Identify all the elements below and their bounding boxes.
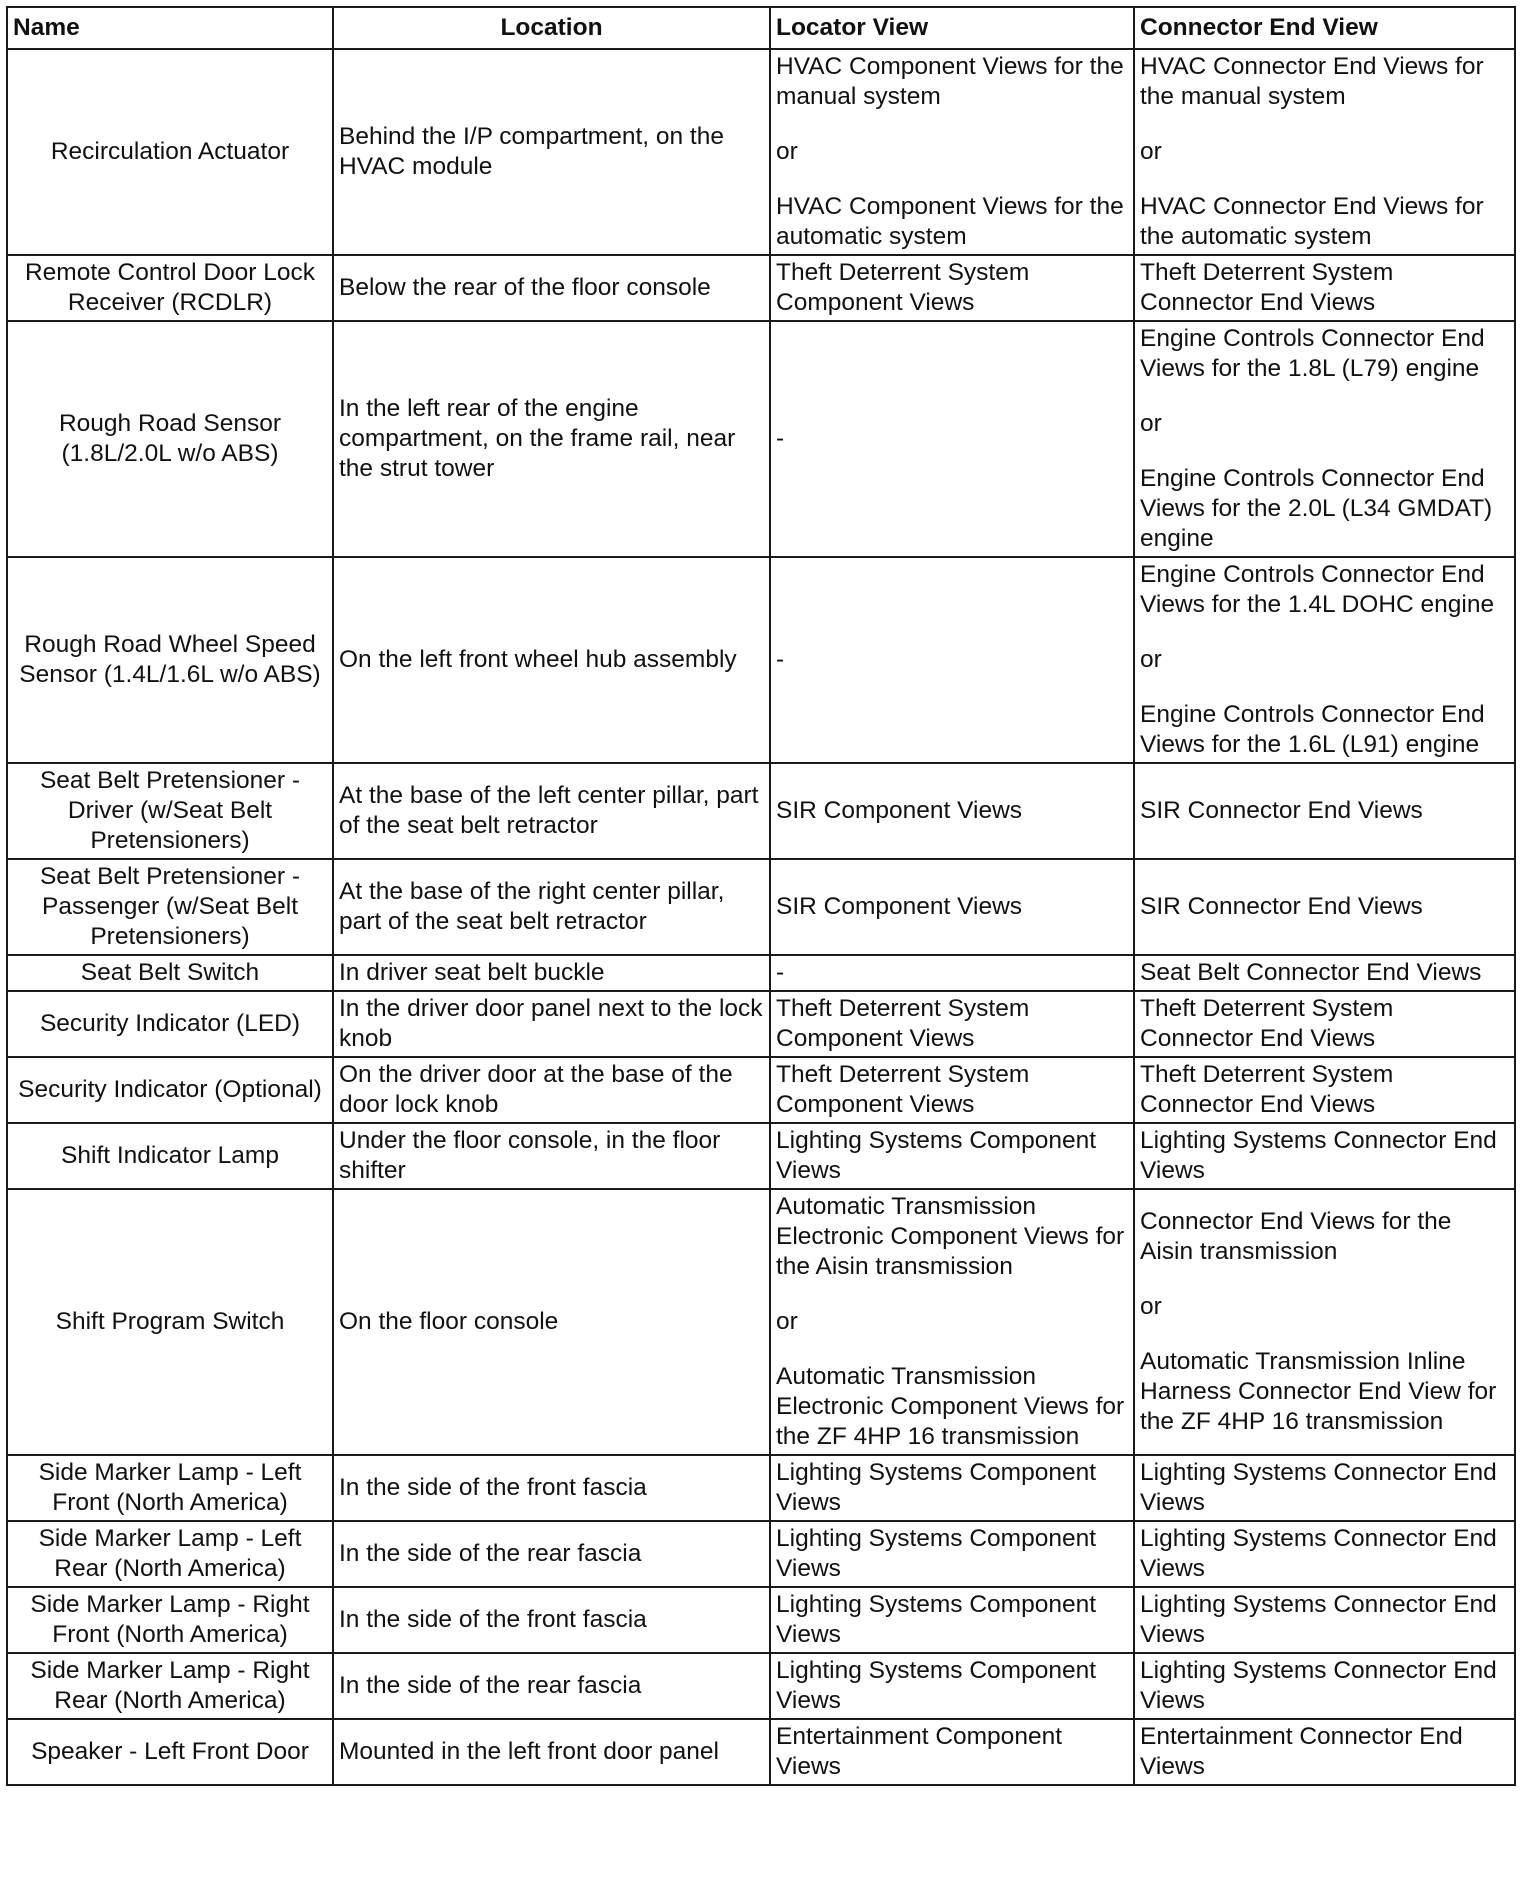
- cell-text: Engine Controls Connector End Views for the 1.8L (L79) engine: [1140, 325, 1485, 382]
- cell-text: SIR Connector End Views: [1140, 893, 1423, 920]
- location-cell: [333, 321, 770, 557]
- cell-text: Seat Belt Switch: [80, 959, 260, 986]
- cell-text: Side Marker Lamp - Left Front (North America): [38, 1459, 302, 1516]
- connector-end-view-cell: [1134, 763, 1515, 859]
- table-header-row: [7, 7, 1515, 49]
- cell-text: Automatic Transmission Electronic Component Views for the Aisin transmission: [776, 1193, 1125, 1280]
- location-cell: [333, 1057, 770, 1123]
- connector-end-view-cell: [1134, 991, 1515, 1057]
- cell-text: In the driver door panel next to the lock knob: [339, 995, 763, 1052]
- locator-view-cell: [770, 1189, 1134, 1455]
- cell-text: In the side of the rear fascia: [339, 1540, 642, 1567]
- location-cell: [333, 1587, 770, 1653]
- table-row: [7, 1057, 1515, 1123]
- paragraph-gap: [1140, 167, 1509, 192]
- cell-text: Shift Indicator Lamp: [61, 1142, 279, 1169]
- table-row: [7, 1189, 1515, 1455]
- cell-text: Lighting Systems Connector End Views: [1140, 1127, 1497, 1184]
- cell-text: In the side of the front fascia: [339, 1474, 647, 1501]
- cell-text: or: [776, 1308, 798, 1335]
- location-cell: [333, 1189, 770, 1455]
- connector-end-view-cell: [1134, 1653, 1515, 1719]
- cell-text: Below the rear of the floor console: [339, 274, 711, 301]
- locator-view-cell: [770, 1123, 1134, 1189]
- cell-text: Theft Deterrent System Connector End Views: [1140, 259, 1394, 316]
- cell-text: Lighting Systems Connector End Views: [1140, 1657, 1497, 1714]
- connector-end-view-cell: [1134, 49, 1515, 255]
- cell-text: In driver seat belt buckle: [339, 959, 605, 986]
- header-name: Name: [7, 7, 333, 49]
- connector-end-view-cell: [1134, 557, 1515, 763]
- name-cell: [7, 1189, 333, 1455]
- cell-text: Seat Belt Pretensioner - Driver (w/Seat Belt Pretensioners): [39, 767, 301, 854]
- cell-text: or: [1140, 1293, 1162, 1320]
- paragraph-gap: [776, 112, 1128, 137]
- location-cell: [333, 1719, 770, 1785]
- table-row: [7, 1587, 1515, 1653]
- cell-text: At the base of the left center pillar, part of the seat belt retractor: [339, 782, 759, 839]
- cell-text: Engine Controls Connector End Views for the 2.0L (L34 GMDAT) engine: [1140, 465, 1493, 552]
- name-cell: [7, 1653, 333, 1719]
- location-cell: [333, 1521, 770, 1587]
- cell-text: Shift Program Switch: [55, 1308, 285, 1335]
- header-locator-view: Locator View: [770, 7, 1134, 49]
- paragraph-gap: [1140, 1267, 1509, 1292]
- cell-text: Speaker - Left Front Door: [31, 1738, 309, 1765]
- name-cell: [7, 557, 333, 763]
- table-row: [7, 1521, 1515, 1587]
- table-row: [7, 955, 1515, 991]
- cell-text: or: [1140, 138, 1162, 165]
- cell-text: Lighting Systems Component Views: [776, 1127, 1097, 1184]
- locator-view-cell: [770, 763, 1134, 859]
- cell-text: Lighting Systems Connector End Views: [1140, 1525, 1497, 1582]
- connector-end-view-cell: [1134, 1189, 1515, 1455]
- cell-text: Seat Belt Pretensioner - Passenger (w/Seat Belt Pretensioners): [39, 863, 301, 950]
- cell-text: Under the floor console, in the floor shifter: [339, 1127, 721, 1184]
- cell-text: Rough Road Wheel Speed Sensor (1.4L/1.6L w/o ABS): [19, 631, 321, 688]
- location-cell: [333, 955, 770, 991]
- cell-text: Engine Controls Connector End Views for the 1.4L DOHC engine: [1140, 561, 1495, 618]
- table-row: [7, 1455, 1515, 1521]
- cell-text: Side Marker Lamp - Left Rear (North America): [38, 1525, 302, 1582]
- cell-text: Entertainment Connector End Views: [1140, 1723, 1463, 1780]
- name-cell: [7, 1123, 333, 1189]
- connector-end-view-cell: [1134, 1587, 1515, 1653]
- table-row: [7, 763, 1515, 859]
- paragraph-gap: [1140, 1322, 1509, 1347]
- location-cell: [333, 991, 770, 1057]
- paragraph-gap: [776, 1337, 1128, 1362]
- name-cell: [7, 1455, 333, 1521]
- locator-view-cell: [770, 1587, 1134, 1653]
- name-cell: [7, 321, 333, 557]
- location-cell: [333, 1455, 770, 1521]
- name-cell: [7, 859, 333, 955]
- cell-text: Lighting Systems Component Views: [776, 1657, 1097, 1714]
- cell-text: -: [776, 646, 785, 673]
- cell-text: Lighting Systems Component Views: [776, 1591, 1097, 1648]
- connector-end-view-cell: [1134, 859, 1515, 955]
- table-row: [7, 1123, 1515, 1189]
- name-cell: [7, 1057, 333, 1123]
- paragraph-gap: [1140, 675, 1509, 700]
- cell-text: On the left front wheel hub assembly: [339, 646, 737, 673]
- connector-end-view-cell: [1134, 1455, 1515, 1521]
- table-row: [7, 1653, 1515, 1719]
- table-row: [7, 991, 1515, 1057]
- connector-end-view-cell: [1134, 321, 1515, 557]
- locator-view-cell: [770, 1057, 1134, 1123]
- table-row: [7, 321, 1515, 557]
- header-connector-end-view: Connector End View: [1134, 7, 1515, 49]
- cell-text: or: [1140, 646, 1162, 673]
- cell-text: Theft Deterrent System Connector End Views: [1140, 1061, 1394, 1118]
- table-row: [7, 49, 1515, 255]
- connector-end-view-cell: [1134, 255, 1515, 321]
- locator-view-cell: [770, 1719, 1134, 1785]
- cell-text: Side Marker Lamp - Right Front (North America): [30, 1591, 310, 1648]
- cell-text: Side Marker Lamp - Right Rear (North America): [30, 1657, 310, 1714]
- cell-text: Automatic Transmission Inline Harness Connector End View for the ZF 4HP 16 transmission: [1140, 1348, 1497, 1435]
- cell-text: In the side of the front fascia: [339, 1606, 647, 1633]
- name-cell: [7, 255, 333, 321]
- paragraph-gap: [776, 167, 1128, 192]
- paragraph-gap: [1140, 439, 1509, 464]
- cell-text: Lighting Systems Connector End Views: [1140, 1459, 1497, 1516]
- name-cell: [7, 991, 333, 1057]
- cell-text: Mounted in the left front door panel: [339, 1738, 720, 1765]
- table-body: [7, 49, 1515, 1785]
- cell-text: Connector End Views for the Aisin transmission: [1140, 1208, 1452, 1265]
- locator-view-cell: [770, 1521, 1134, 1587]
- cell-text: Lighting Systems Component Views: [776, 1459, 1097, 1516]
- table-row: [7, 859, 1515, 955]
- location-cell: [333, 49, 770, 255]
- cell-text: On the floor console: [339, 1308, 559, 1335]
- paragraph-gap: [776, 1282, 1128, 1307]
- cell-text: Theft Deterrent System Component Views: [776, 1061, 1030, 1118]
- name-cell: [7, 1521, 333, 1587]
- cell-text: or: [1140, 410, 1162, 437]
- connector-end-view-cell: [1134, 1123, 1515, 1189]
- cell-text: -: [776, 425, 785, 452]
- cell-text: Automatic Transmission Electronic Component Views for the ZF 4HP 16 transmission: [776, 1363, 1125, 1450]
- locator-view-cell: [770, 1653, 1134, 1719]
- cell-text: HVAC Connector End Views for the manual system: [1140, 53, 1484, 110]
- cell-text: Rough Road Sensor (1.8L/2.0L w/o ABS): [58, 410, 281, 467]
- cell-text: SIR Component Views: [776, 797, 1023, 824]
- name-cell: [7, 763, 333, 859]
- paragraph-gap: [1140, 112, 1509, 137]
- connector-end-view-cell: [1134, 1719, 1515, 1785]
- cell-text: On the driver door at the base of the door lock knob: [339, 1061, 733, 1118]
- cell-text: Theft Deterrent System Component Views: [776, 259, 1030, 316]
- cell-text: Security Indicator (LED): [39, 1010, 301, 1037]
- table-row: [7, 1719, 1515, 1785]
- paragraph-gap: [1140, 620, 1509, 645]
- cell-text: In the side of the rear fascia: [339, 1672, 642, 1699]
- cell-text: Theft Deterrent System Component Views: [776, 995, 1030, 1052]
- component-locator-document: [6, 6, 1514, 1786]
- cell-text: SIR Connector End Views: [1140, 797, 1423, 824]
- cell-text: SIR Component Views: [776, 893, 1023, 920]
- locator-view-cell: [770, 955, 1134, 991]
- cell-text: Seat Belt Connector End Views: [1140, 959, 1482, 986]
- location-cell: [333, 859, 770, 955]
- name-cell: [7, 1719, 333, 1785]
- location-cell: [333, 557, 770, 763]
- cell-text: Recirculation Actuator: [50, 138, 290, 165]
- name-cell: [7, 49, 333, 255]
- connector-end-view-cell: [1134, 1057, 1515, 1123]
- component-locator-table: [6, 6, 1516, 1786]
- locator-view-cell: [770, 321, 1134, 557]
- cell-text: Remote Control Door Lock Receiver (RCDLR): [24, 259, 316, 316]
- cell-text: At the base of the right center pillar, part of the seat belt retractor: [339, 878, 725, 935]
- cell-text: Lighting Systems Connector End Views: [1140, 1591, 1497, 1648]
- cell-text: Engine Controls Connector End Views for the 1.6L (L91) engine: [1140, 701, 1485, 758]
- locator-view-cell: [770, 557, 1134, 763]
- cell-text: Theft Deterrent System Connector End Views: [1140, 995, 1394, 1052]
- cell-text: -: [776, 959, 785, 986]
- header-location: Location: [333, 7, 770, 49]
- cell-text: Entertainment Component Views: [776, 1723, 1062, 1780]
- locator-view-cell: [770, 255, 1134, 321]
- connector-end-view-cell: [1134, 1521, 1515, 1587]
- name-cell: [7, 955, 333, 991]
- location-cell: [333, 255, 770, 321]
- cell-text: HVAC Connector End Views for the automatic system: [1140, 193, 1484, 250]
- cell-text: HVAC Component Views for the automatic system: [776, 193, 1124, 250]
- table-row: [7, 255, 1515, 321]
- name-cell: [7, 1587, 333, 1653]
- cell-text: HVAC Component Views for the manual system: [776, 53, 1124, 110]
- table-row: [7, 557, 1515, 763]
- cell-text: Lighting Systems Component Views: [776, 1525, 1097, 1582]
- locator-view-cell: [770, 1455, 1134, 1521]
- connector-end-view-cell: [1134, 955, 1515, 991]
- location-cell: [333, 763, 770, 859]
- locator-view-cell: [770, 49, 1134, 255]
- location-cell: [333, 1653, 770, 1719]
- location-cell: [333, 1123, 770, 1189]
- cell-text: Security Indicator (Optional): [18, 1076, 322, 1103]
- cell-text: In the left rear of the engine compartment, on the frame rail, near the strut tower: [339, 395, 736, 482]
- cell-text: Behind the I/P compartment, on the HVAC module: [339, 123, 724, 180]
- paragraph-gap: [1140, 384, 1509, 409]
- cell-text: or: [776, 138, 798, 165]
- locator-view-cell: [770, 991, 1134, 1057]
- locator-view-cell: [770, 859, 1134, 955]
